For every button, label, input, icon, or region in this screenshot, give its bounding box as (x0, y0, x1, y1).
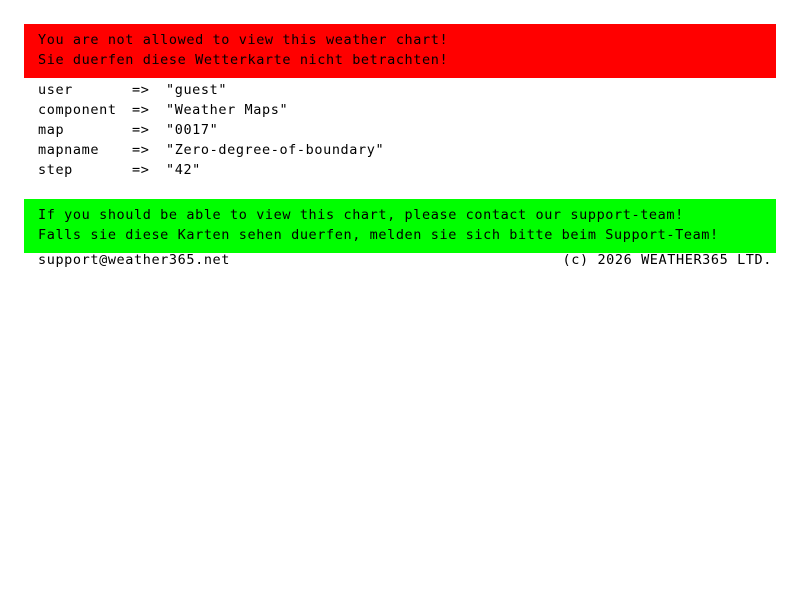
support-notice-line-de: Falls sie diese Karten sehen duerfen, melden sie sich bitte beim Support-Team! (38, 227, 719, 243)
support-notice-banner (24, 199, 776, 253)
parameter-value: "Zero-degree-of-boundary" (166, 142, 385, 158)
parameter-row-map (38, 120, 778, 140)
parameter-arrow: => (132, 122, 150, 138)
parameter-key: mapname (38, 142, 100, 158)
error-banner (24, 24, 776, 78)
parameter-value: "42" (166, 162, 201, 178)
parameter-arrow: => (132, 82, 150, 98)
support-email-link[interactable]: support@weather365.net (38, 252, 231, 268)
copyright-text: (c) 2026 WEATHER365 LTD. (562, 252, 772, 268)
support-notice-line-en: If you should be able to view this chart, please contact our support-team! (38, 207, 684, 223)
parameter-key: component (38, 102, 117, 118)
parameter-row-step (38, 160, 778, 180)
parameter-key: step (38, 162, 73, 178)
parameter-list (38, 80, 778, 180)
parameter-arrow: => (132, 162, 150, 178)
parameter-row-component (38, 100, 778, 120)
error-banner-line-en: You are not allowed to view this weather chart! (38, 32, 449, 48)
parameter-arrow: => (132, 102, 150, 118)
error-banner-line-de: Sie duerfen diese Wetterkarte nicht betrachten! (38, 52, 449, 68)
parameter-arrow: => (132, 142, 150, 158)
parameter-row-mapname (38, 140, 778, 160)
parameter-value: "Weather Maps" (166, 102, 289, 118)
footer (38, 250, 772, 270)
parameter-key: user (38, 82, 73, 98)
parameter-row-user (38, 80, 778, 100)
parameter-key: map (38, 122, 65, 138)
parameter-value: "guest" (166, 82, 228, 98)
parameter-value: "0017" (166, 122, 219, 138)
